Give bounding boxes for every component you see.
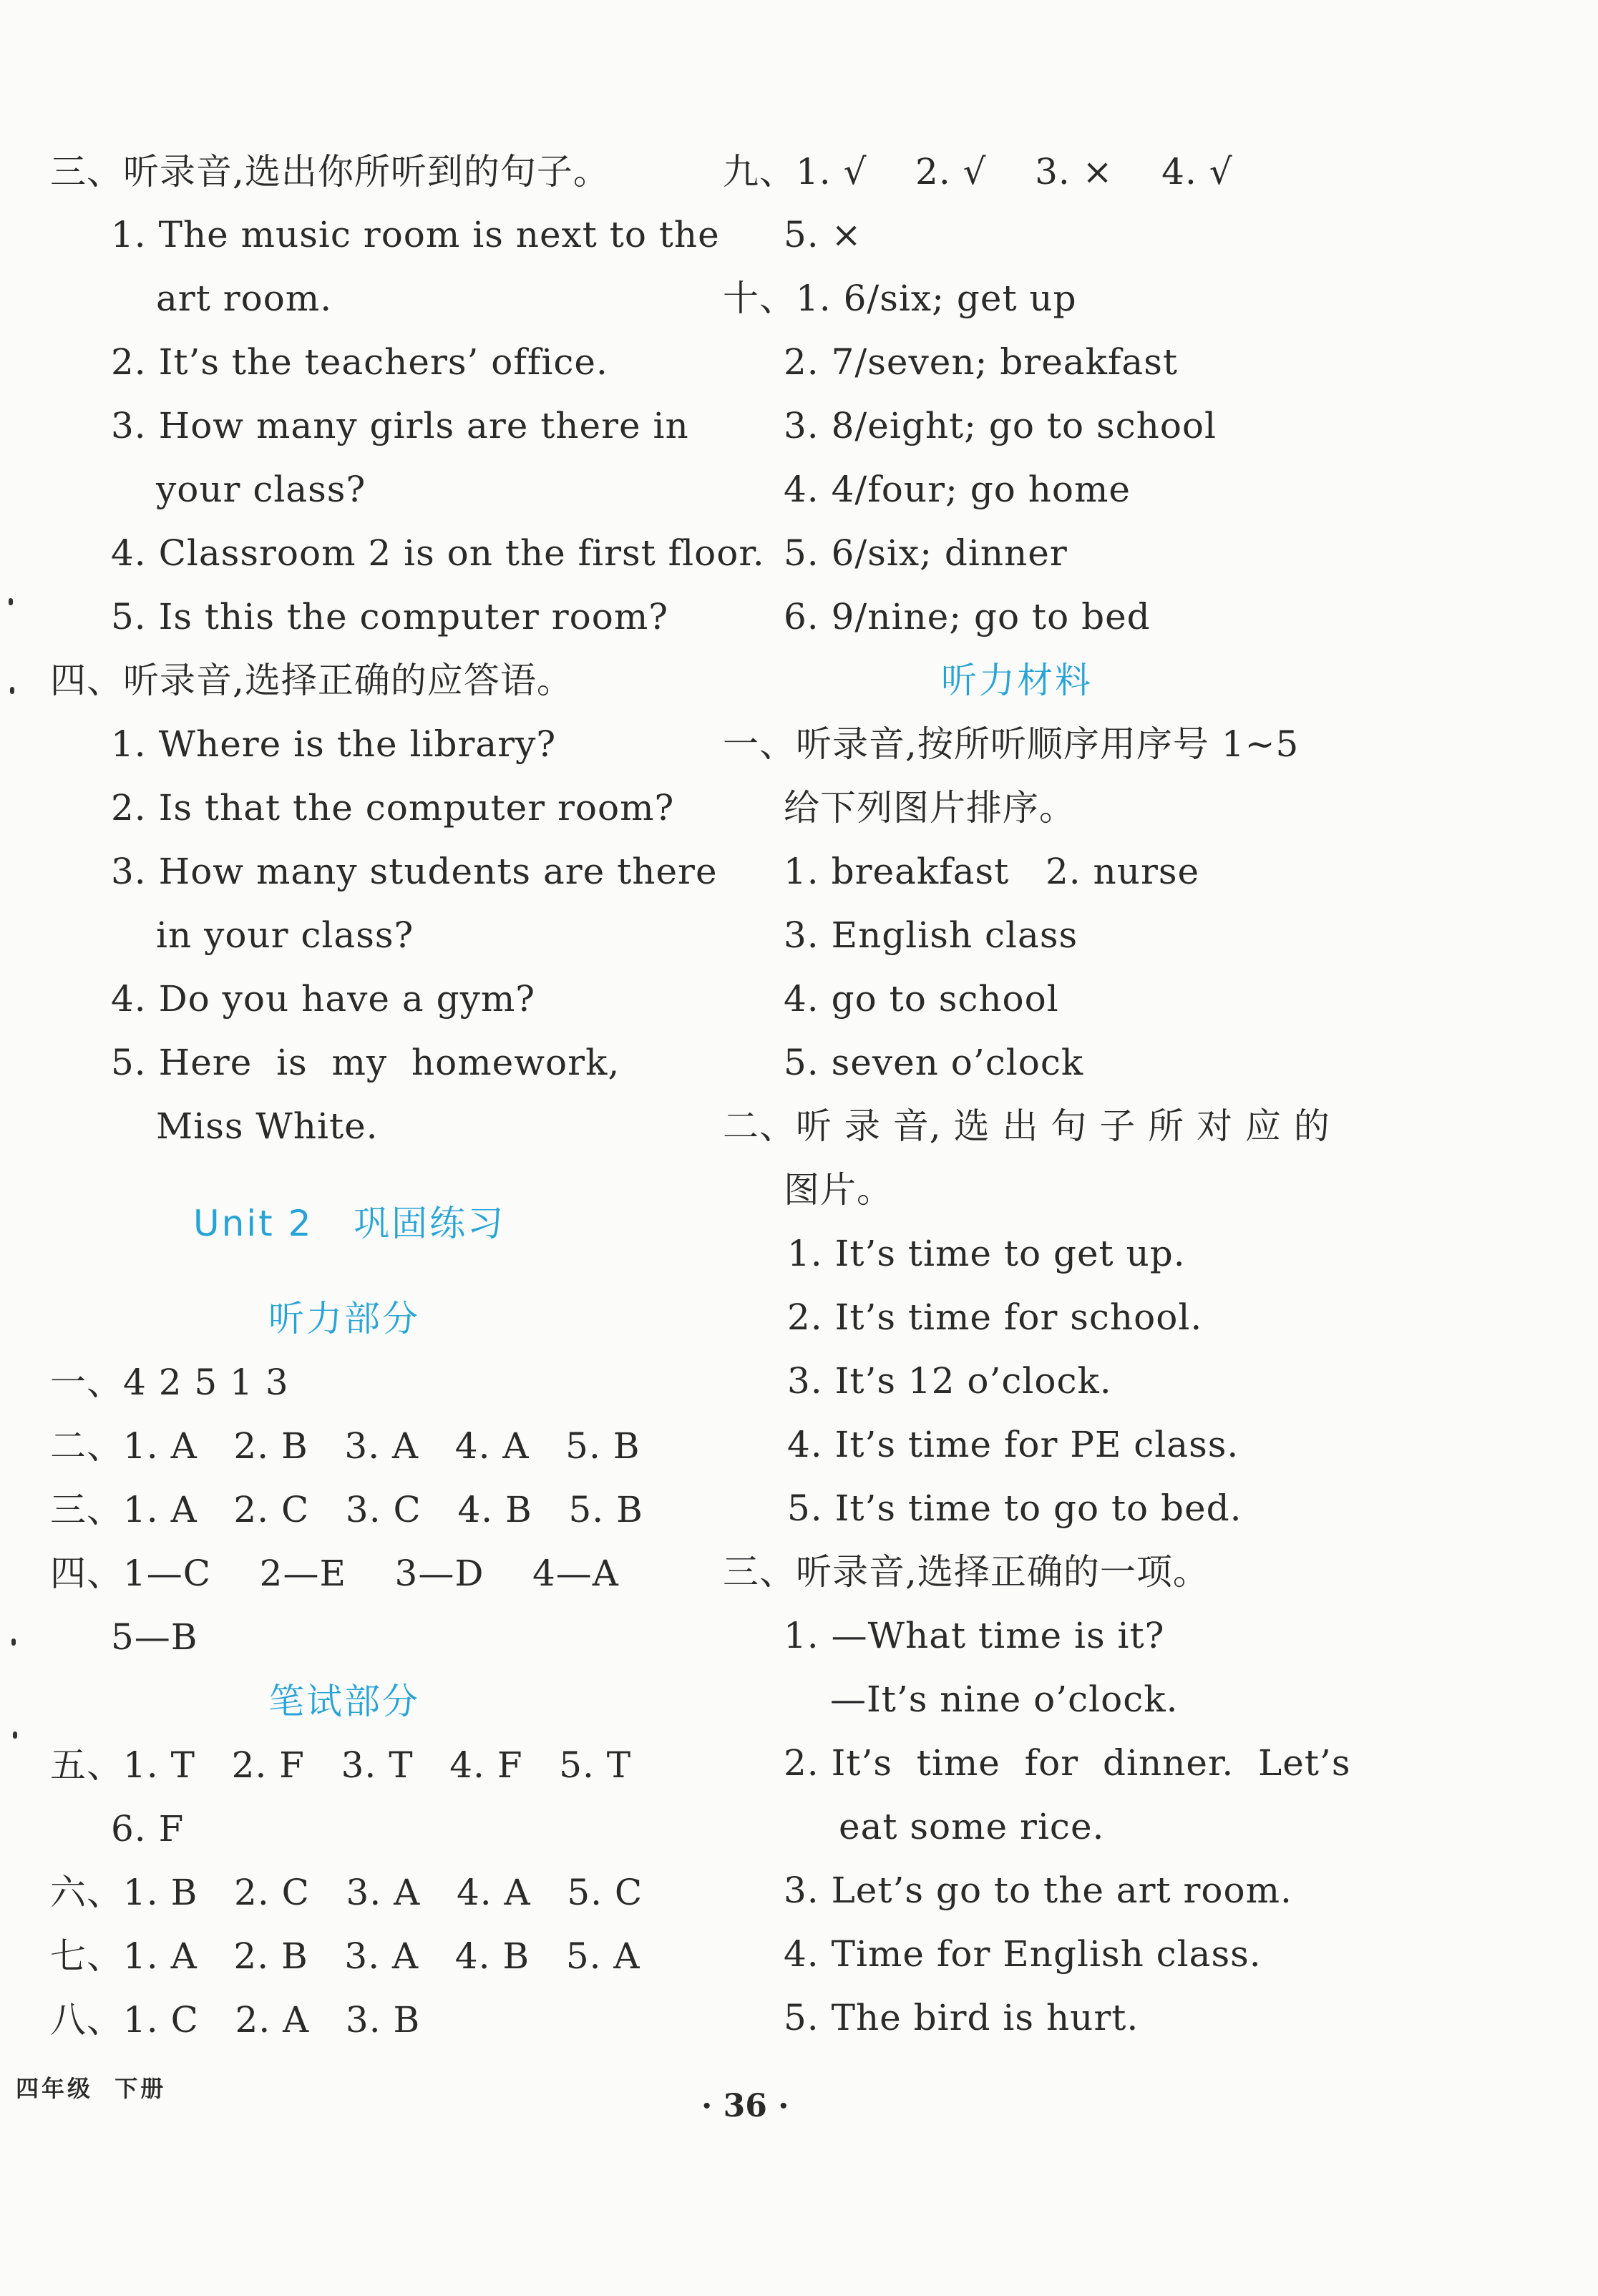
answer-line: 一、4 2 5 1 3 bbox=[50, 1362, 289, 1403]
answer-line: 三、听录音,选择正确的一项。 bbox=[723, 1551, 1209, 1593]
answer-line: 1. breakfast 2. nurse bbox=[784, 851, 1200, 892]
answer-line: 四、1—C 2—E 3—D 4—A bbox=[50, 1553, 619, 1594]
answer-line: 5. Is this the computer room? bbox=[111, 596, 669, 637]
scan-speck bbox=[13, 1731, 17, 1739]
answer-line: 四、听录音,选择正确的应答语。 bbox=[50, 660, 573, 701]
answer-line: 3. 8/eight; go to school bbox=[784, 405, 1217, 446]
answer-line: 给下列图片排序。 bbox=[784, 787, 1076, 829]
answer-line: 2. It’s the teachers’ office. bbox=[111, 341, 608, 383]
answer-line: 2. Is that the computer room? bbox=[111, 787, 675, 829]
answer-line: 九、1. √ 2. √ 3. × 4. √ bbox=[723, 151, 1233, 192]
answer-line: 七、1. A 2. B 3. A 4. B 5. A bbox=[50, 1935, 640, 1977]
answer-line: 4. 4/four; go home bbox=[784, 469, 1131, 510]
answer-line: 5. × bbox=[784, 214, 862, 255]
answer-line: 2. It’s time for dinner. Let’s bbox=[784, 1742, 1351, 1784]
answer-line: 二、1. A 2. B 3. A 4. A 5. B bbox=[50, 1425, 640, 1467]
answer-line: 1. Where is the library? bbox=[111, 723, 557, 765]
answer-line: 5. seven o’clock bbox=[784, 1042, 1084, 1083]
answer-line: 3. Let’s go to the art room. bbox=[784, 1870, 1292, 1911]
answer-line: art room. bbox=[156, 278, 333, 319]
answer-line: 4. Time for English class. bbox=[784, 1933, 1262, 1975]
answer-line: 5—B bbox=[111, 1616, 198, 1658]
answer-line: 1. It’s time to get up. bbox=[787, 1233, 1186, 1274]
answer-line: 5. 6/six; dinner bbox=[784, 532, 1068, 574]
section-heading: 笔试部分 bbox=[268, 1681, 420, 1722]
answer-line: 3. How many girls are there in bbox=[111, 405, 689, 446]
scan-speck bbox=[9, 598, 13, 605]
answer-line: in your class? bbox=[156, 914, 414, 956]
answer-line: 5. The bird is hurt. bbox=[784, 1997, 1139, 2038]
answer-line: 一、听录音,按所听顺序用序号 1~5 bbox=[723, 723, 1300, 765]
answer-line: 三、1. A 2. C 3. C 4. B 5. B bbox=[50, 1489, 643, 1530]
answer-line: 图片。 bbox=[784, 1169, 893, 1211]
section-heading: 听力部分 bbox=[268, 1298, 420, 1339]
answer-line: 2. 7/seven; breakfast bbox=[784, 341, 1178, 383]
scan-speck bbox=[11, 1638, 16, 1646]
section-heading: Unit 2 巩固练习 bbox=[193, 1203, 506, 1244]
answer-line: 八、1. C 2. A 3. B bbox=[50, 1999, 421, 2041]
answer-line: 1. —What time is it? bbox=[784, 1615, 1165, 1656]
answer-line: 6. F bbox=[111, 1808, 185, 1850]
answer-line: 5. It’s time to go to bed. bbox=[787, 1487, 1242, 1529]
grade-label: 四年级 下册 bbox=[16, 2075, 167, 2102]
answer-line: 3. It’s 12 o’clock. bbox=[787, 1360, 1112, 1402]
scan-speck bbox=[10, 687, 14, 694]
answer-line: eat some rice. bbox=[839, 1806, 1105, 1847]
answer-line: 4. Do you have a gym? bbox=[111, 978, 536, 1020]
answer-line: 4. go to school bbox=[784, 978, 1059, 1020]
answer-line: 4. It’s time for PE class. bbox=[787, 1424, 1239, 1465]
answer-line: your class? bbox=[156, 469, 366, 510]
answer-line: 二、听 录 音, 选 出 句 子 所 对 应 的 bbox=[723, 1105, 1330, 1147]
answer-line: 3. English class bbox=[784, 914, 1078, 956]
answer-line: —It’s nine o’clock. bbox=[830, 1679, 1179, 1720]
answer-line: 三、听录音,选出你所听到的句子。 bbox=[50, 151, 610, 192]
section-heading: 听力材料 bbox=[941, 660, 1093, 701]
answer-line: 十、1. 6/six; get up bbox=[723, 278, 1077, 319]
answer-line: 4. Classroom 2 is on the first floor. bbox=[111, 532, 765, 574]
answer-line: 六、1. B 2. C 3. A 4. A 5. C bbox=[50, 1872, 643, 1913]
answer-line: 2. It’s time for school. bbox=[787, 1296, 1203, 1338]
answer-line: 五、1. T 2. F 3. T 4. F 5. T bbox=[50, 1744, 632, 1786]
answer-line: 1. The music room is next to the bbox=[111, 214, 720, 255]
page-number: · 36 · bbox=[701, 2088, 789, 2124]
answer-line: 6. 9/nine; go to bed bbox=[784, 596, 1151, 637]
answer-line: 3. How many students are there bbox=[111, 851, 718, 892]
answer-line: 5. Here is my homework, bbox=[111, 1042, 620, 1083]
answer-line: Miss White. bbox=[156, 1105, 379, 1147]
